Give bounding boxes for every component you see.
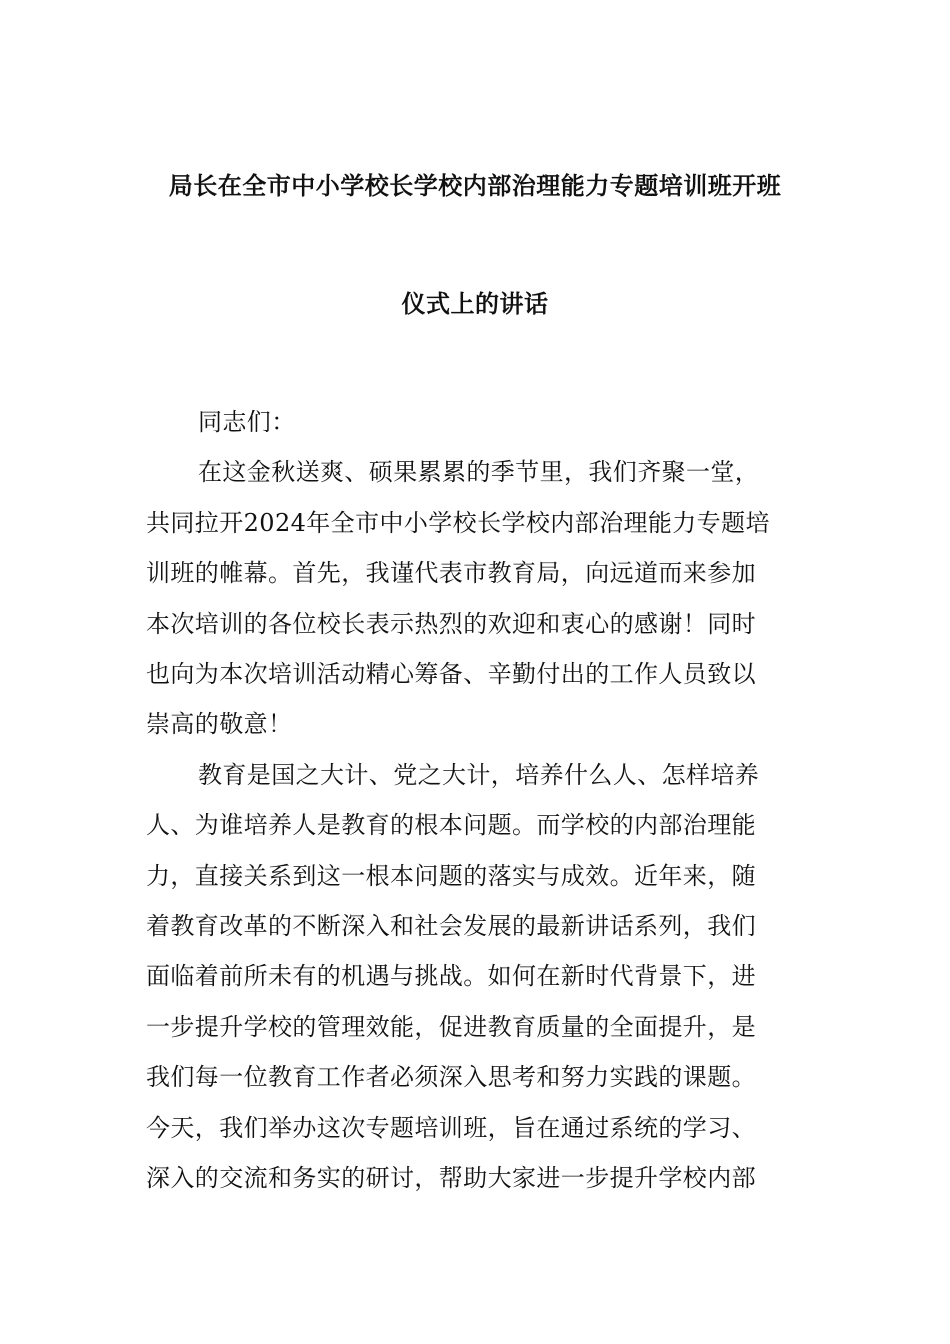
paragraph-line: 我们每一位教育工作者必须深入思考和努力实践的课题。 — [146, 1063, 756, 1092]
paragraph-line: 人、为谁培养人是教育的根本问题。而学校的内部治理能 — [146, 811, 756, 840]
paragraph-line: 训班的帷幕。首先，我谨代表市教育局，向远道而来参加 — [146, 559, 756, 588]
paragraph-line: 深入的交流和务实的研讨，帮助大家进一步提升学校内部 — [146, 1164, 756, 1193]
paragraph-line: 本次培训的各位校长表示热烈的欢迎和衷心的感谢！同时 — [146, 609, 756, 638]
salutation: 同志们： — [198, 408, 296, 436]
paragraph-line: 也向为本次培训活动精心筹备、辛勤付出的工作人员致以 — [146, 660, 756, 689]
paragraph-line: 着教育改革的不断深入和社会发展的最新讲话系列，我们 — [146, 912, 756, 941]
paragraph-line: 共同拉开2024年全市中小学校长学校内部治理能力专题培 — [146, 508, 770, 537]
paragraph-line: 崇高的敬意！ — [146, 710, 293, 739]
paragraph-line: 教育是国之大计、党之大计，培养什么人、怎样培养 — [198, 760, 760, 789]
paragraph-line: 力，直接关系到这一根本问题的落实与成效。近年来，随 — [146, 861, 756, 890]
paragraph-line: 今天，我们举办这次专题培训班，旨在通过系统的学习、 — [146, 1113, 756, 1142]
paragraph-line: 在这金秋送爽、硕果累累的季节里，我们齐聚一堂， — [198, 458, 760, 487]
paragraph-line: 一步提升学校的管理效能，促进教育质量的全面提升，是 — [146, 1012, 756, 1041]
document-title-line-1: 局长在全市中小学校长学校内部治理能力专题培训班开班 — [168, 172, 782, 200]
document-title-line-2: 仪式上的讲话 — [401, 290, 549, 318]
paragraph-2 — [146, 750, 806, 1204]
paragraph-1 — [146, 447, 806, 749]
document-body — [146, 397, 806, 1204]
paragraph-line: 面临着前所未有的机遇与挑战。如何在新时代背景下，进 — [146, 962, 756, 991]
